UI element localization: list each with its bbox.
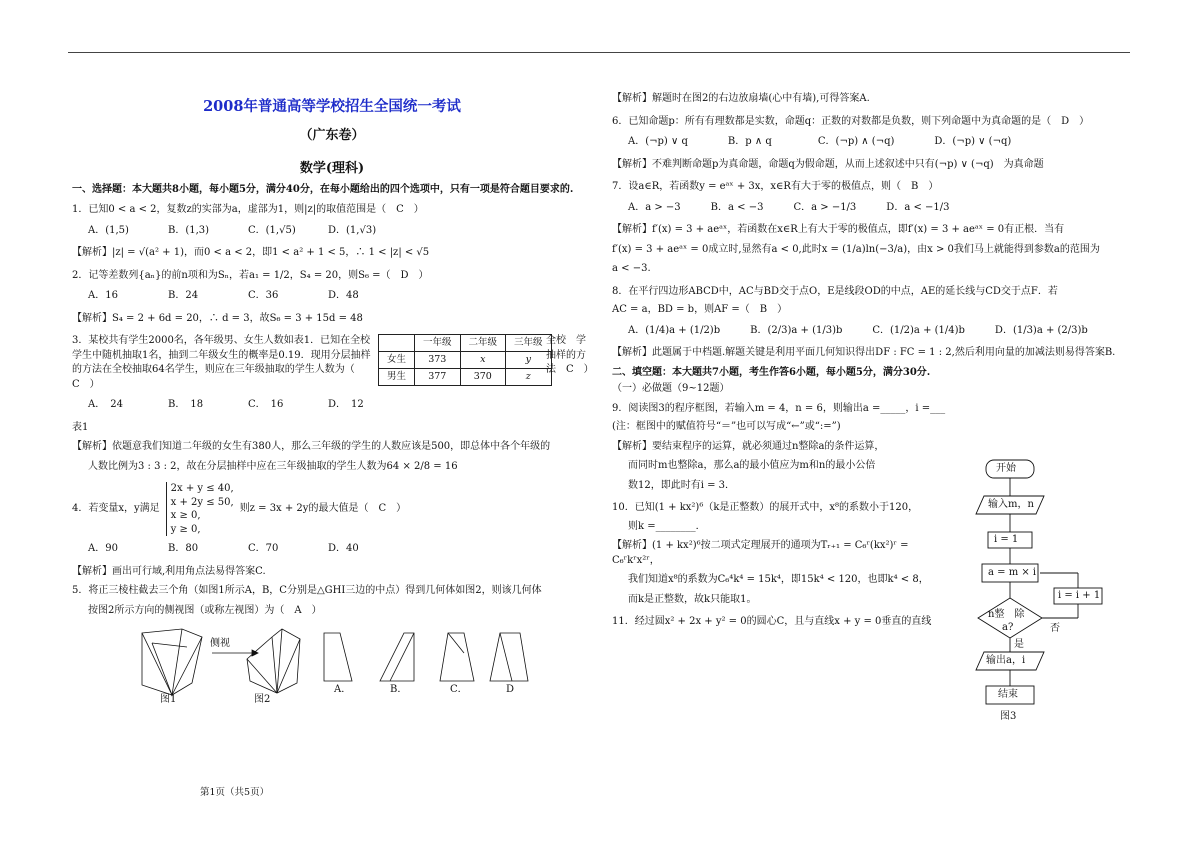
q10-stem-2: 则k =________． [628, 520, 706, 532]
fig-option-b: B． [390, 684, 408, 696]
table-cell: 373 [415, 352, 461, 369]
q4-constraint: 2x + y ≤ 40, [170, 483, 234, 495]
q3-option-a: A． 24 [88, 399, 123, 411]
q4-options [88, 542, 592, 557]
q11-stem: 11．经过圆x² + 2x + y² = 0的圆心C，且与直线x + y = 0垂直的直线 [612, 616, 932, 627]
header-rule [68, 52, 1130, 53]
exam-province: （广东卷） [299, 128, 365, 144]
flow-assign: a = m × i [988, 567, 1037, 578]
q4-stem [72, 482, 592, 536]
fig2-edge [247, 659, 277, 693]
q8-option-b: B．(2/3)a + (1/3)b [750, 324, 843, 336]
q1-option-b: B．(1,3) [168, 224, 210, 236]
q3-option-b: B． 18 [168, 399, 204, 411]
flow-start: 开始 [996, 463, 1016, 474]
q4-constraint: y ≥ 0, [170, 523, 201, 535]
table-cell: 女生 [379, 352, 415, 369]
q2-option-b: B．24 [168, 290, 199, 302]
q1-options [88, 224, 592, 239]
flow-end: 结束 [998, 689, 1018, 700]
q5-analysis: 【解析】解题时在图2的右边放扇墙(心中有墙),可得答案A. [612, 93, 870, 104]
q9-note: (注：框图中的赋值符号“＝”也可以写成“←”或“:=”) [612, 421, 841, 432]
q9-analysis-3: 数12，即此时有i = 3． [628, 479, 736, 491]
q4-option-c: C．70 [248, 543, 279, 555]
q8-analysis: 【解析】此题属于中档题.解题关键是利用平面几何知识得出DF : FC = 1 : 2,然后利用向量的加减法则易得答案B. [612, 347, 1116, 358]
section-1-heading: 一、选择题：本大题共8小题，每小题5分，满分40分，在每小题给出的四个选项中，只有一项是符合题目要求的. [72, 183, 574, 195]
q7-option-d: D．a < −1/3 [886, 201, 950, 213]
q3-analysis-2: 人数比例为3 : 3 : 2，故在分层抽样中应在三年级抽取的学生人数为64 × 2/8 = 16 [88, 460, 458, 472]
flow-output: 输出a，i [986, 655, 1026, 666]
q10-analysis-2: 我们知道x⁸的系数为C₆⁴k⁴ = 15k⁴，即15k⁴ < 120，也即k⁴ < 8， [628, 574, 929, 585]
q5-stem-1: 5．将正三棱柱截去三个角（如图1所示A，B，C分别是△GHI三边的中点）得到几何体如图2，则该几何体 [72, 585, 542, 597]
table-cell: 男生 [379, 369, 415, 386]
q8-options [628, 324, 1132, 339]
section-2-heading: 二、填空题：本大题共7小题，考生作答6小题，每小题5分，满分30分. [612, 366, 931, 378]
fig2-caption: 图2 [254, 694, 271, 706]
fig2-edge [272, 637, 277, 693]
q7-stem: 7．设a∈R，若函数y = eᵃˣ + 3x，x∈R有大于零的极值点，则（ B ） [612, 181, 939, 192]
q8-option-a: A．(1/4)a + (1/2)b [628, 324, 721, 336]
q2-option-a: A．16 [88, 290, 118, 302]
fig1-caption: 图1 [160, 694, 177, 706]
flow-no-label: 否 [1050, 623, 1060, 634]
table-cell: 二年级 [460, 335, 506, 352]
q4-option-b: B．80 [168, 543, 199, 555]
table-cell [379, 335, 415, 352]
q6-option-b: B．p ∧ q [727, 136, 772, 147]
option-c-edge [448, 633, 464, 653]
q3-option-c: C． 16 [248, 399, 284, 411]
q5-figures [72, 623, 592, 711]
option-b-shape [380, 633, 414, 681]
q3-table [378, 334, 552, 386]
fig1-edge [142, 633, 172, 695]
flow-caption: 图3 [1000, 711, 1017, 722]
q4-constraint: x + 2y ≤ 50, [170, 496, 234, 508]
table-cell: x [460, 352, 506, 369]
q1-stem: 1．已知0 < a < 2，复数z的实部为a，虚部为1，则|z|的取值范围是（ C ） [72, 204, 424, 216]
fig1-edge [152, 643, 172, 695]
flow-cond-2: a? [1002, 622, 1014, 633]
option-d-shape [490, 633, 528, 681]
q7-option-b: B．a < −3 [710, 201, 764, 213]
fig2-outline [247, 629, 300, 693]
q3-stem: 3．某校共有学生2000名，各年级男、女生人数如表1．已知在全校学生中随机抽取1名，抽到二年级女生的概率是0.19．现用分层抽样的方法在全校抽取64名学生，则应在三年级抽取的学生人数为（ C ） [72, 335, 371, 390]
q2-analysis: 【解析】S₄ = 2 + 6d = 20，∴ d = 3，故S₆ = 3 + 15d = 48 [72, 312, 363, 324]
exam-title: 2008年普通高等学校招生全国统一考试 [203, 98, 461, 115]
q10-stem-1: 10．已知(1 + kx²)⁶（k是正整数）的展开式中，x⁸的系数小于120， [612, 502, 919, 513]
fig1-outline [142, 629, 202, 695]
flow-cond: n整 除 [988, 609, 1025, 620]
q3-tail: 全校 学抽样的方法 C ） [546, 335, 594, 376]
q1-option-d: D．(1,√3) [328, 224, 377, 236]
q7-option-a: A．a > −3 [628, 201, 681, 213]
fig-option-a: A． [334, 684, 352, 696]
q7-options [628, 201, 1132, 216]
q4-option-a: A．90 [88, 543, 118, 555]
q9-analysis-2: 而同时m也整除a，那么a的最小值应为m和n的最小公倍 [628, 460, 876, 471]
q9-block [612, 402, 957, 630]
q4-analysis: 【解析】画出可行域,利用角点法易得答案C. [72, 565, 266, 577]
q6-option-c: C．(¬p) ∧ (¬q) [817, 136, 895, 147]
q1-analysis: 【解析】|z| = √(a² + 1)，而0 < a < 2，即1 < a² + 1 < 5，∴ 1 < |z| < √5 [72, 247, 430, 259]
q8-option-d: D．(1/3)a + (2/3)b [994, 324, 1088, 336]
q6-options [628, 135, 1132, 150]
side-view-arrowhead [252, 650, 258, 656]
q4-constraint: x ≥ 0, [170, 510, 201, 522]
table-cell: 370 [460, 369, 506, 386]
fig-option-d: D [506, 684, 515, 696]
q6-option-d: D．(¬p) ∨ (¬q) [934, 136, 1012, 147]
table-row [379, 352, 552, 369]
fig1-edge [152, 643, 187, 647]
q7-analysis-3: a < −3. [612, 263, 651, 274]
q2-stem: 2．记等差数列{aₙ}的前n项和为Sₙ，若a₁ = 1/2，S₄ = 20，则S₆ =（ D ） [72, 269, 429, 281]
q8-option-c: C．(1/2)a + (1/4)b [872, 324, 965, 336]
table-row [379, 335, 552, 352]
q2-option-c: C．36 [248, 290, 279, 302]
flow-incr: i = i + 1 [1058, 590, 1101, 601]
q4-post: 则z = 3x + 2y的最大值是（ C ） [239, 502, 407, 514]
flow-init: i = 1 [994, 534, 1019, 545]
exam-subject: 数学(理科) [299, 160, 365, 176]
left-column [72, 92, 592, 711]
q3-options [88, 398, 592, 413]
table-cell: y [506, 352, 552, 369]
q4-pre: 4．若变量x，y满足 [72, 502, 160, 514]
table-cell: z [506, 369, 552, 386]
fig-option-c: C． [450, 684, 468, 696]
q4-constraints [166, 482, 234, 536]
q10-analysis-1: 【解析】(1 + kx²)⁶按二项式定理展开的通项为Tᵣ₊₁ = C₆ʳ(kx²)ʳ = C₆ʳkʳx²ʳ， [612, 540, 909, 566]
table-row [379, 369, 552, 386]
q5-stem-2: 按图2所示方向的侧视图（或称左视图）为（ A ） [88, 604, 322, 616]
q10-analysis-3: 而k是正整数，故k只能取1。 [628, 593, 757, 605]
option-c-shape [440, 633, 474, 681]
q2-option-d: D．48 [328, 290, 359, 302]
q6-stem: 6．已知命题p：所有有理数都是实数，命题q：正数的对数都是负数，则下列命题中为真命题的是（ D ） [612, 115, 1090, 127]
q3-option-d: D． 12 [328, 399, 364, 411]
q3-block [72, 334, 592, 413]
table-cell: 377 [415, 369, 461, 386]
q3-analysis-1: 【解析】依题意我们知道二年级的女生有380人，那么三年级的学生的人数应该是500，即总体中各个年级的 [72, 441, 551, 453]
section-2a-heading: （一）必做题（9~12题） [612, 383, 730, 394]
flow-input: 输入m，n [988, 499, 1034, 510]
q1-option-c: C．(1,√5) [248, 224, 296, 236]
q5-figures-svg [72, 623, 592, 711]
option-b-edge [390, 633, 414, 681]
q3-table-caption: 表1 [72, 421, 89, 433]
q9-analysis-1: 【解析】要结束程序的运算，就必须通过n整除a的条件运算， [612, 440, 885, 452]
q2-options [88, 289, 592, 304]
table-cell: 一年级 [415, 335, 461, 352]
q1-option-a: A．(1,5) [88, 224, 129, 236]
q6-option-a: A．(¬p) ∨ q [628, 136, 688, 147]
flow-yes-label: 是 [1014, 639, 1024, 650]
option-a-shape [324, 633, 352, 681]
q8-stem-1: 8．在平行四边形ABCD中，AC与BD交于点O，E是线段OD的中点，AE的延长线与CD交于点F．若 [612, 285, 1058, 297]
q7-analysis-2: f′(x) = 3 + aeᵃˣ = 0成立时,显然有a < 0,此时x = (1/a)ln(−3/a)，由x > 0我们马上就能得到参数a的范围为 [612, 243, 1100, 255]
side-view-label: 侧视 [210, 638, 230, 650]
q8-stem-2: AC = a，BD = b，则AF =（ B ） [612, 304, 788, 315]
q6-analysis: 【解析】不难判断命题p为真命题，命题q为假命题，从而上述叙述中只有(¬p) ∨ (¬q) 为真命题 [612, 158, 1044, 170]
flowchart [960, 458, 1110, 728]
q7-option-c: C．a > −1/3 [793, 201, 857, 213]
page-footer: 第1页（共5页） [200, 787, 270, 798]
q9-stem: 9．阅读图3的程序框图，若输入m = 4，n = 6，则输出a =_____，i =___ [612, 402, 946, 414]
option-d-edge [500, 633, 512, 681]
table-cell: 三年级 [506, 335, 552, 352]
q7-analysis-1: 【解析】f′(x) = 3 + aeᵃˣ，若函数在x∈R上有大于零的极值点，即f′(x) = 3 + aeᵃˣ = 0有正根．当有 [612, 224, 1065, 235]
q4-option-d: D．40 [328, 543, 359, 555]
